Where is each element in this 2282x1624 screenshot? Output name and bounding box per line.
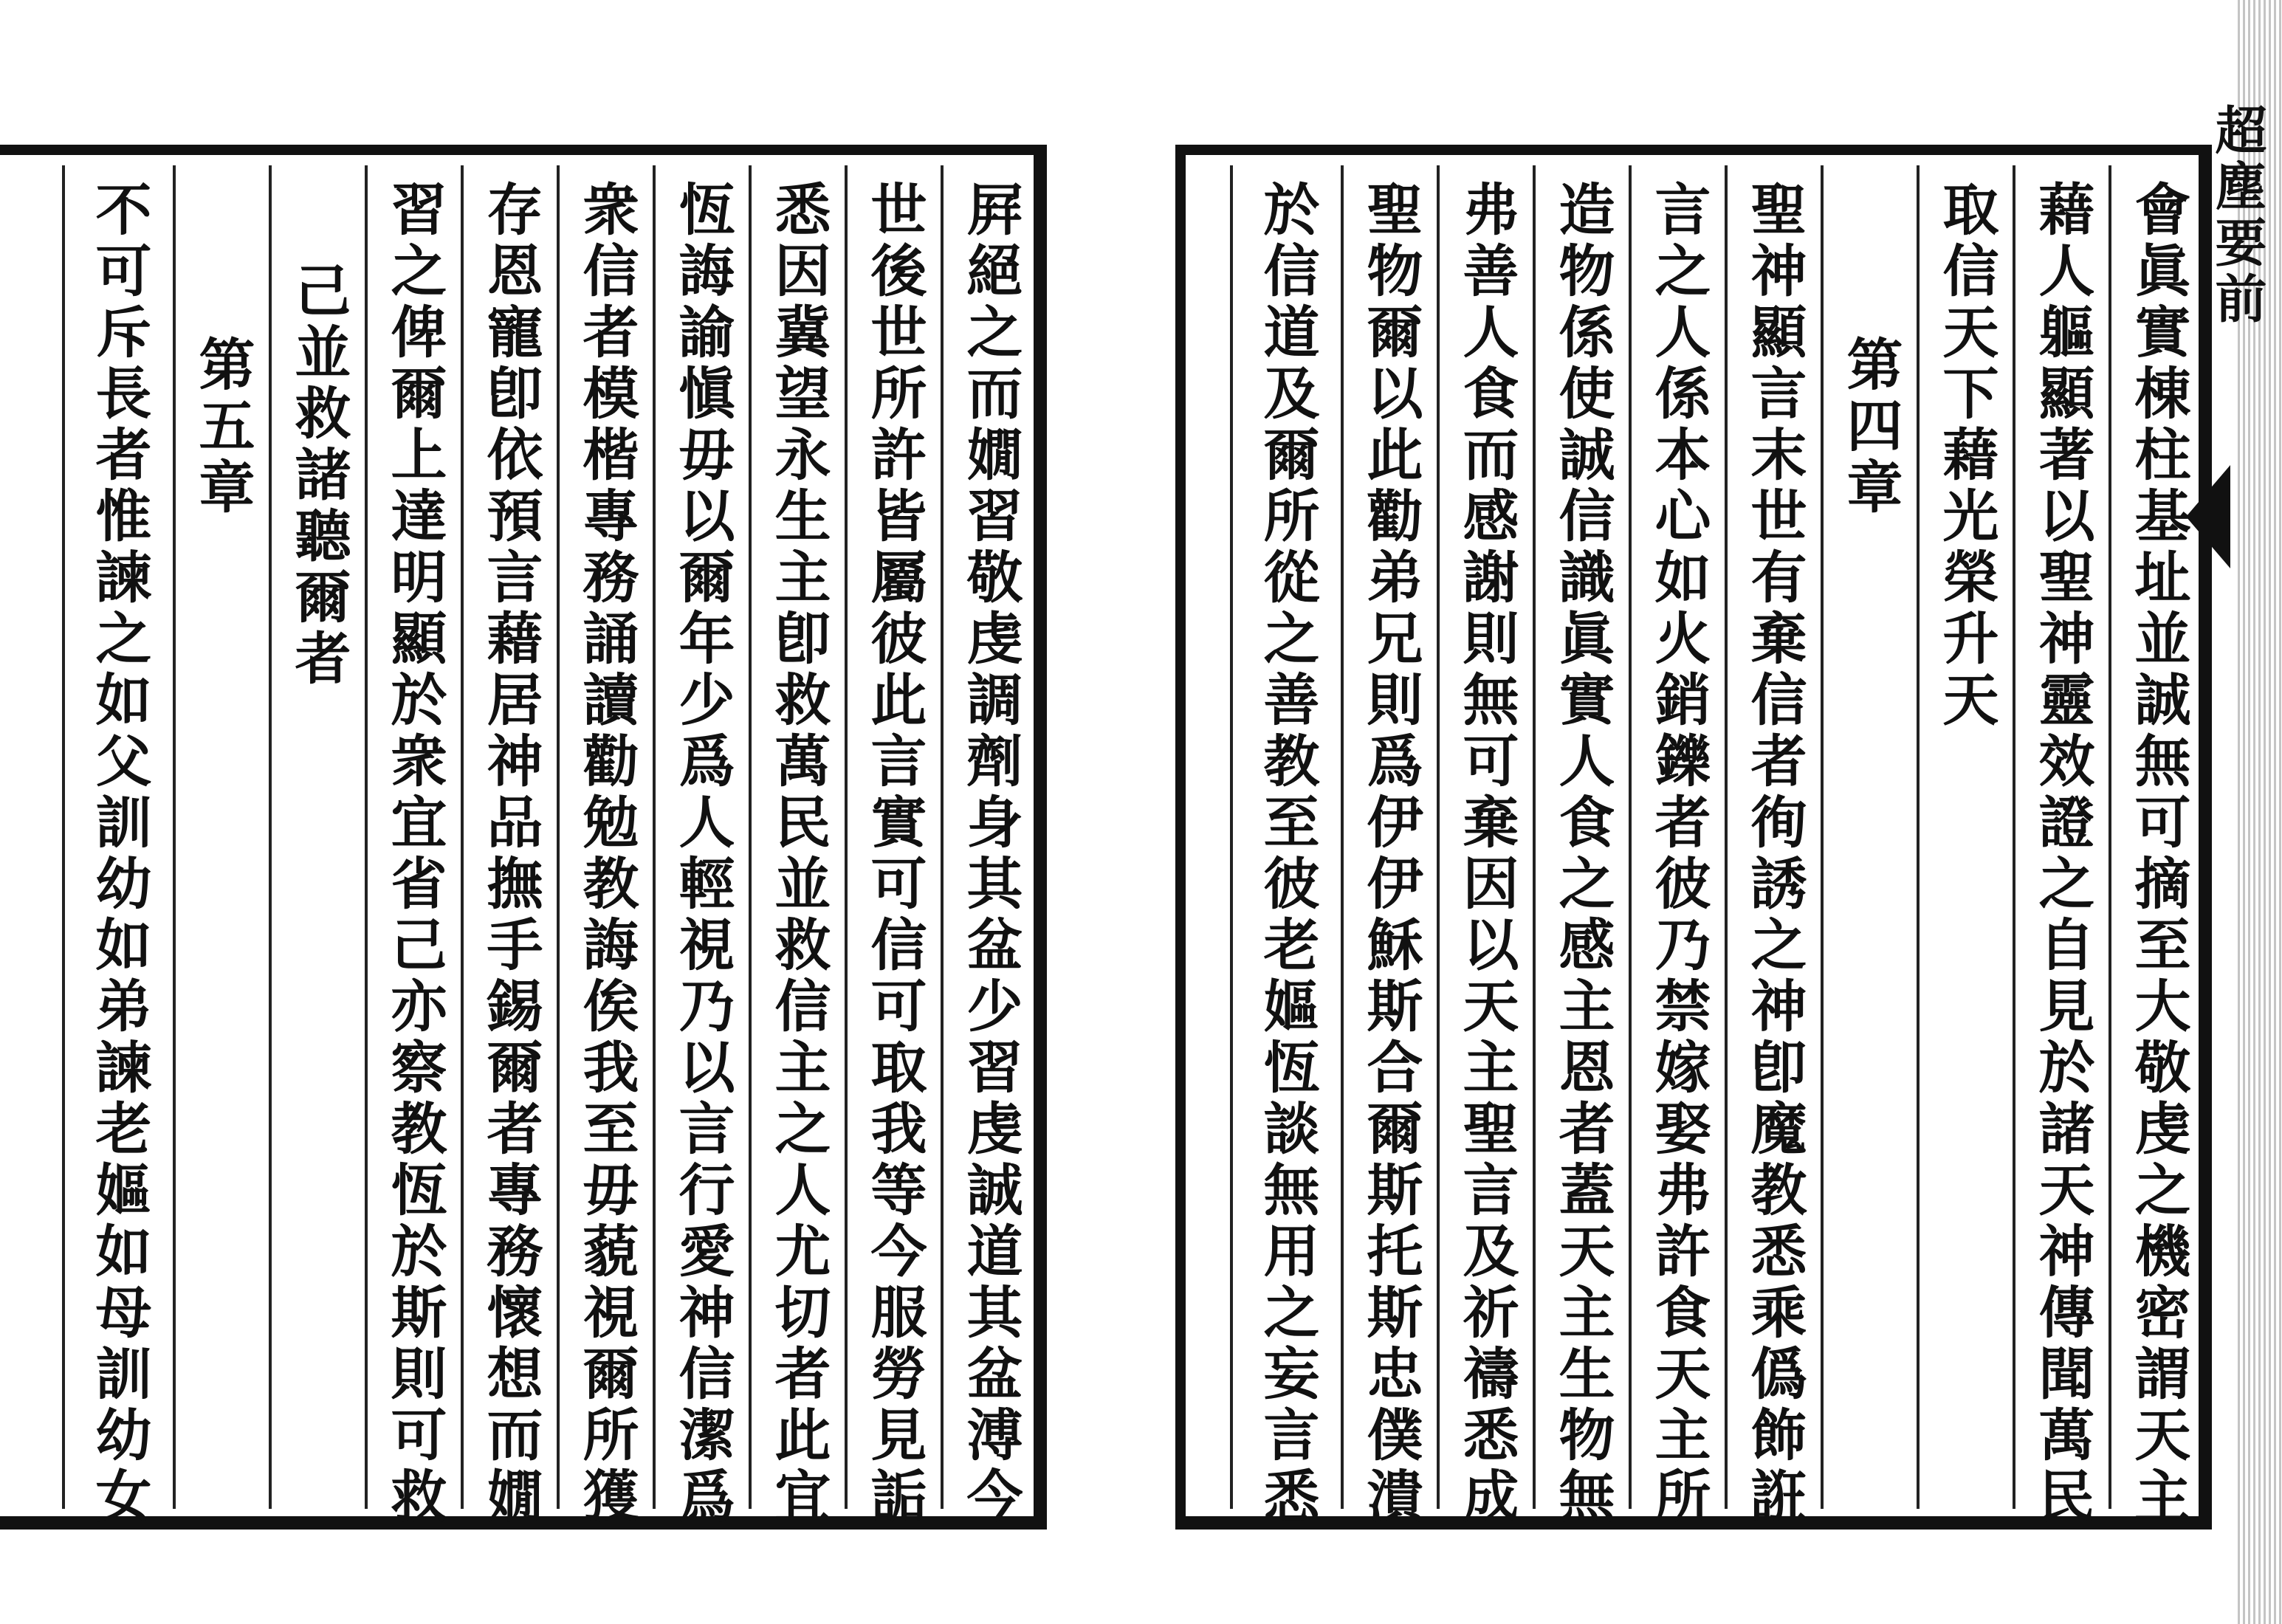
column-text: 習之俾爾上達明顯於衆宜省己亦察教恆於斯則可救 xyxy=(382,180,447,1528)
column-text: 存恩寵卽依預言藉居神品撫手錫爾者專務懷想而嫺 xyxy=(478,180,543,1528)
column-text: 衆信者模楷專務誦讀勸勉教誨俟我至毋藐視爾所獲 xyxy=(574,180,639,1528)
column-text: 不可斥長者惟諫之如父訓幼如弟諫老嫗如母訓幼女 xyxy=(86,180,152,1528)
column-text: 聖物爾以此勸弟兄則爲伊伊穌斯合爾斯托斯忠僕潰 xyxy=(1358,180,1423,1528)
text-column xyxy=(365,165,461,1528)
text-column xyxy=(1821,165,1917,1509)
column-text: 恆誨諭愼毋以爾年少爲人輕視乃以言行愛神信潔爲 xyxy=(670,180,735,1528)
text-column xyxy=(941,165,1037,1528)
column-text: 己並救諸聽爾者 xyxy=(286,261,351,690)
text-column xyxy=(2013,165,2109,1528)
text-column xyxy=(653,165,749,1528)
text-column xyxy=(557,165,653,1528)
column-text: 聖神顯言末世有棄信者徇誘之神卽魔教悉乘僞飾誑 xyxy=(1742,180,1807,1528)
chapter-heading: 第五章 xyxy=(190,335,255,519)
text-column xyxy=(1341,165,1437,1528)
text-column xyxy=(1533,165,1629,1528)
column-text: 悉因冀望永生主卽救萬民並救信主之人尤切者此宜 xyxy=(766,180,831,1528)
text-column xyxy=(461,165,557,1528)
text-column xyxy=(62,165,173,1528)
text-column xyxy=(1917,165,2013,1509)
left-page xyxy=(0,145,1047,1530)
text-column xyxy=(1437,165,1533,1528)
column-text: 會眞實棟柱基址並誠無可摘至大敬虔之機密謂天主 xyxy=(2125,180,2191,1528)
chapter-heading: 第四章 xyxy=(1838,335,1903,519)
text-column xyxy=(845,165,941,1528)
text-column xyxy=(269,165,365,1509)
text-column xyxy=(1725,165,1821,1528)
book-title-right: 超塵要前 xyxy=(2207,103,2268,328)
column-text: 屛絕之而嫺習敬虔調劑身其盆少習虔誠道其盆溥今 xyxy=(958,180,1023,1528)
column-text: 於信道及爾所從之善教至彼老嫗恆談無用之妄言悉 xyxy=(1254,180,1320,1528)
column-text: 藉人軀顯著以聖神靈效證之自見於諸天神傳聞萬民 xyxy=(2030,180,2095,1528)
right-page xyxy=(1175,145,2212,1530)
column-text: 取信天下藉光榮升天 xyxy=(1934,180,1999,732)
fold-mark-right xyxy=(2186,465,2230,568)
text-column xyxy=(1230,165,1341,1528)
text-column xyxy=(173,165,269,1509)
column-text: 弗善人食而感謝則無可棄因以天主聖言及祈禱悉成 xyxy=(1454,180,1519,1528)
column-text: 世後世所許皆屬彼此言實可信可取我等今服勞見詬 xyxy=(862,180,927,1528)
text-column xyxy=(1629,165,1725,1528)
text-column xyxy=(2109,165,2204,1528)
text-column xyxy=(749,165,845,1528)
column-text: 言之人係本心如火銷鑠者彼乃禁嫁娶弗許食天主所 xyxy=(1646,180,1711,1528)
column-text: 造物係使誠信識眞實人食之感主恩者蓋天主生物無 xyxy=(1550,180,1615,1528)
